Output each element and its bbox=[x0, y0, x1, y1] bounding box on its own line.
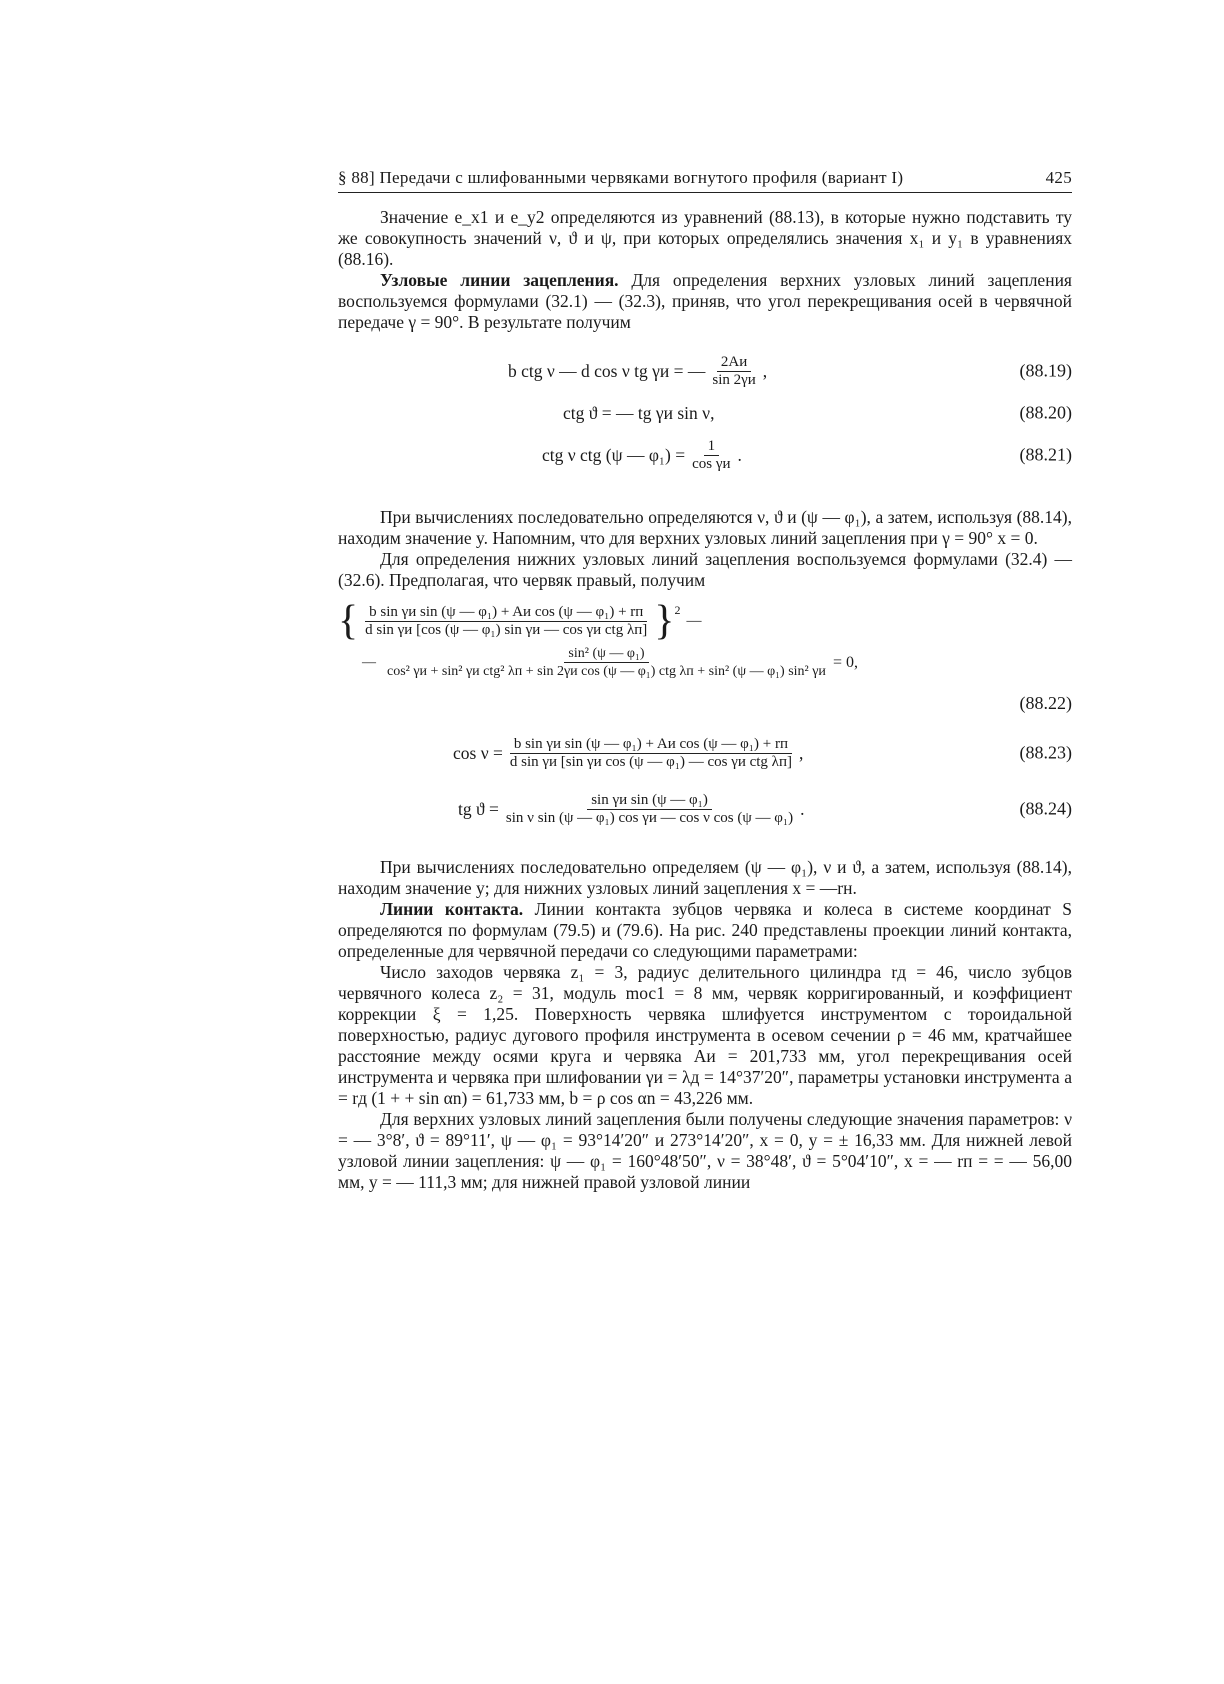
eq22-label: (88.22) bbox=[1019, 693, 1072, 713]
eq23-denominator: d sin γи [sin γи cos (ψ — φ₁) — cos γи ctg λп] bbox=[509, 753, 792, 770]
eq22-minus: — bbox=[686, 612, 702, 629]
eq22-minus-2: — bbox=[362, 654, 376, 670]
eq20-text: ctg ϑ = — tg γи sin ν, bbox=[563, 402, 715, 423]
paragraph-1: Значение e_x1 и e_y2 определяются из уравнений (88.13), в которые нужно подставить ту же совокупность значений ν, ϑ и ψ, при которых определялись значения x₁ и y₁ в уравнениях (88.16). bbox=[338, 207, 1072, 269]
eq19-tail: , bbox=[762, 360, 768, 381]
eq22-numerator-2: sin² (ψ — φ₁) bbox=[564, 645, 648, 663]
eq23-label: (88.23) bbox=[1019, 742, 1072, 763]
paragraph-3: При вычислениях последовательно определяются ν, ϑ и (ψ — φ₁), а затем, используя (88.14), находим значение y. Напомним, что для верхних узловых линий зацепления при γ = 90° x = 0. bbox=[338, 507, 1072, 548]
eq21-lhs: ctg ν ctg (ψ — φ₁) = bbox=[542, 444, 686, 465]
equation-88-22 bbox=[338, 598, 1072, 719]
eq23-numerator: b sin γи sin (ψ — φ₁) + Aи cos (ψ — φ₁) + rп bbox=[510, 736, 792, 754]
paragraph-7: Число заходов червяка z₁ = 3, радиус делительного цилиндра rд = 46, число зубцов червячного колеса z₂ = 31, модуль mос1 = 8 мм, червяк корригированный, и коэффициент коррекции ξ = 1,25. Поверхность червяка шлифуется инструментом с тороидальной поверхностью, радиус дугового профиля инструмента в осевом сечении ρ = 46 мм, кратчайшее расстояние между осями круга и червяка Aи = 201,733 мм, угол перекрещивания осей инструмента и червяка при шлифовании γи = λд = 14°37′20″, параметры установки инструмента a = rд (1 + + sin αn) = 61,733 мм, b = ρ cos αn = 43,226 мм. bbox=[338, 962, 1072, 1108]
equation-88-19 bbox=[338, 347, 1072, 395]
paragraph-8: Для верхних узловых линий зацепления были получены следующие значения параметров: ν = — 3°8′, ϑ = 89°11′, ψ — φ₁ = 93°14′20″ и 273°14′20″, x = 0, y = ± 16,33 мм. Для нижней левой узловой линии зацепления: ψ — φ₁ = 160°48′50″, ν = 38°48′, ϑ = 5°04′10″, x = — rп = = — 56,00 мм, y = — 111,3 мм; для нижней правой узловой линии bbox=[338, 1109, 1072, 1192]
eq19-numerator: 2Aи bbox=[717, 354, 751, 372]
eq24-denominator: sin ν sin (ψ — φ₁) cos γи — cos ν cos (ψ — φ₁) bbox=[505, 809, 794, 826]
eq20-label: (88.20) bbox=[1019, 402, 1072, 423]
right-brace: } bbox=[654, 598, 675, 644]
eq24-numerator: sin γи sin (ψ — φ₁) bbox=[587, 792, 712, 810]
eq21-numerator: 1 bbox=[704, 438, 720, 456]
section-heading-contact-lines: Линии контакта. bbox=[380, 899, 524, 919]
equation-88-21 bbox=[338, 431, 1072, 479]
section-heading-nodal-lines: Узловые линии зацепления. bbox=[380, 270, 619, 290]
eq24-tail: . bbox=[800, 798, 805, 819]
page-header bbox=[338, 168, 1072, 193]
eq21-label: (88.21) bbox=[1019, 444, 1072, 465]
equation-88-20 bbox=[338, 395, 1072, 431]
eq24-label: (88.24) bbox=[1019, 798, 1072, 819]
eq23-lhs: cos ν = bbox=[453, 742, 503, 763]
paragraph-4: Для определения нижних узловых линий зацепления воспользуемся формулами (32.4) — (32.6). Предполагая, что червяк правый, получим bbox=[338, 549, 1072, 590]
paragraph-2 bbox=[338, 270, 1072, 333]
eq22-exponent: 2 bbox=[674, 603, 681, 617]
paragraph-5: При вычислениях последовательно определяем (ψ — φ₁), ν и ϑ, а затем, используя (88.14), находим значение y; для нижних узловых линий зацепления x = —rн. bbox=[338, 857, 1072, 898]
eq21-tail: . bbox=[737, 444, 742, 465]
eq24-lhs: tg ϑ = bbox=[458, 798, 499, 819]
running-title: § 88] Передачи с шлифованными червяками вогнутого профиля (вариант I) bbox=[338, 168, 904, 187]
eq22-tail: = 0, bbox=[832, 653, 858, 671]
eq22-denominator-2: cos² γи + sin² γи ctg² λп + sin 2γи cos (ψ — φ₁) ctg λп + sin² (ψ — φ₁) sin² γи bbox=[387, 664, 826, 679]
eq21-denominator: cos γи bbox=[692, 455, 731, 472]
document-page bbox=[338, 168, 1072, 1193]
eq19-label: (88.19) bbox=[1019, 360, 1072, 381]
paragraph-6-text: Линии контакта зубцов червяка и колеса в системе координат S определяются по формулам (79.5) и (79.6). На рис. 240 представлены проекции линий контакта, определенные для червячной передачи со следующими параметрами: bbox=[338, 899, 1073, 961]
paragraph-6 bbox=[338, 899, 1072, 962]
eq22-denominator-1: d sin γи [cos (ψ — φ₁) sin γи — cos γи ctg λп] bbox=[365, 621, 648, 638]
equation-88-24 bbox=[338, 783, 1072, 835]
eq22-numerator-1: b sin γи sin (ψ — φ₁) + Aи cos (ψ — φ₁) + rп bbox=[365, 604, 647, 622]
paragraph-2-text: Для определения верхних узловых линий зацепления воспользуемся формулами (32.1) — (32.3), приняв, что угол перекрещивания осей в червячной передаче γ = 90°. В результате получим bbox=[338, 270, 1072, 332]
page-number: 425 bbox=[1045, 168, 1072, 187]
eq23-tail: , bbox=[798, 742, 804, 763]
eq19-denominator: sin 2γи bbox=[712, 371, 756, 388]
eq19-lhs: b ctg ν — d cos ν tg γи = — bbox=[508, 360, 706, 381]
equation-88-23 bbox=[338, 727, 1072, 779]
left-brace: { bbox=[338, 598, 359, 644]
